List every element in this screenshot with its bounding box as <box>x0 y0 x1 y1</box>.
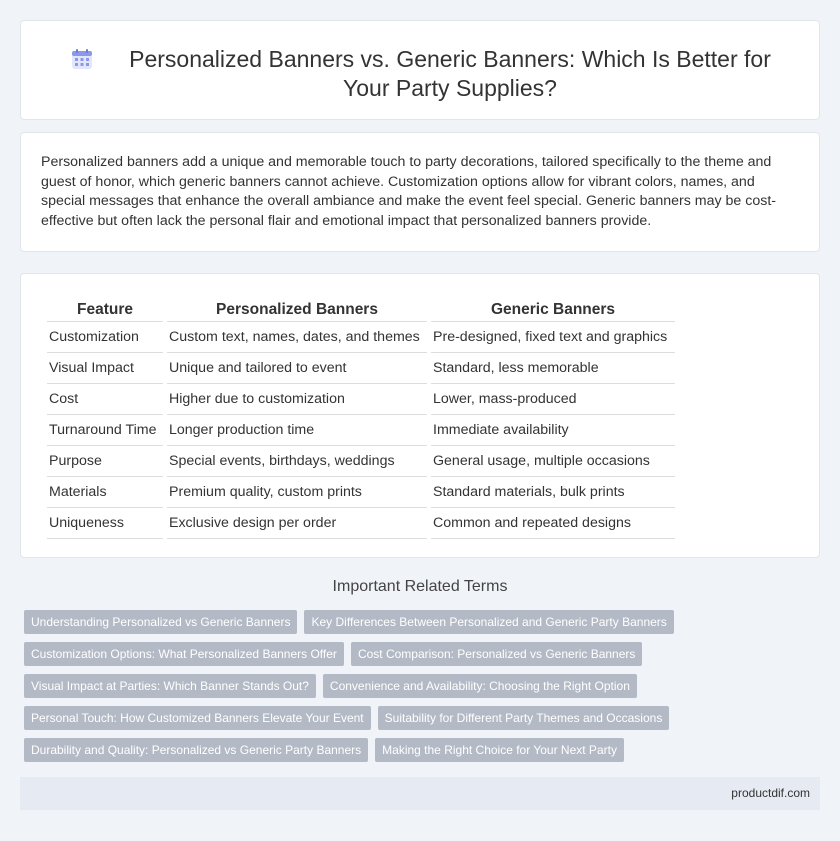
related-term-tag[interactable]: Understanding Personalized vs Generic Banners <box>24 610 297 634</box>
table-cell-feature: Materials <box>47 477 163 508</box>
table-cell-generic: Standard, less memorable <box>431 353 675 384</box>
related-term-tag[interactable]: Key Differences Between Personalized and Generic Party Banners <box>304 610 673 634</box>
table-cell-generic: Lower, mass-produced <box>431 384 675 415</box>
table-row <box>47 322 675 353</box>
table-row <box>47 353 675 384</box>
table-row <box>47 508 675 539</box>
table-cell-generic: General usage, multiple occasions <box>431 446 675 477</box>
tag-row <box>24 738 824 762</box>
table-cell-feature: Uniqueness <box>47 508 163 539</box>
related-term-tag[interactable]: Cost Comparison: Personalized vs Generic Banners <box>351 642 642 666</box>
table-cell-personalized: Longer production time <box>167 415 427 446</box>
tag-row <box>24 706 824 730</box>
comparison-card <box>20 273 820 558</box>
table-cell-personalized: Special events, birthdays, weddings <box>167 446 427 477</box>
tag-row <box>24 674 824 698</box>
table-cell-generic: Pre-designed, fixed text and graphics <box>431 322 675 353</box>
intro-paragraph: Personalized banners add a unique and memorable touch to party decorations, tailored specifically to the theme and guest of honor, which generic banners cannot achieve. Customization options allow for vibrant colors, names, and special messages that enhance the overall ambiance and make the event feel special. Generic banners may be cost-effective but often lack the personal flair and emotional impact that personalized banners provide. <box>41 154 777 229</box>
table-cell-generic: Standard materials, bulk prints <box>431 477 675 508</box>
column-header-personalized: Personalized Banners <box>167 294 427 322</box>
related-terms-list <box>24 610 824 770</box>
table-row <box>47 384 675 415</box>
table-cell-feature: Purpose <box>47 446 163 477</box>
related-term-tag[interactable]: Making the Right Choice for Your Next Party <box>375 738 624 762</box>
page-title: Personalized Banners vs. Generic Banners: Which Is Better for Your Party Supplies? <box>129 46 771 101</box>
tag-row <box>24 610 824 634</box>
table-cell-generic: Common and repeated designs <box>431 508 675 539</box>
table-cell-personalized: Premium quality, custom prints <box>167 477 427 508</box>
related-term-tag[interactable]: Customization Options: What Personalized Banners Offer <box>24 642 344 666</box>
table-cell-feature: Turnaround Time <box>47 415 163 446</box>
table-cell-generic: Immediate availability <box>431 415 675 446</box>
related-term-tag[interactable]: Suitability for Different Party Themes and Occasions <box>378 706 670 730</box>
table-cell-personalized: Custom text, names, dates, and themes <box>167 322 427 353</box>
related-term-tag[interactable]: Personal Touch: How Customized Banners Elevate Your Event <box>24 706 371 730</box>
related-term-tag[interactable]: Visual Impact at Parties: Which Banner Stands Out? <box>24 674 316 698</box>
header-card <box>20 20 820 120</box>
table-row <box>47 446 675 477</box>
table-cell-personalized: Higher due to customization <box>167 384 427 415</box>
related-terms-heading: Important Related Terms <box>332 578 508 595</box>
related-term-tag[interactable]: Durability and Quality: Personalized vs Generic Party Banners <box>24 738 368 762</box>
footer-site-link[interactable]: productdif.com <box>731 786 810 800</box>
intro-card <box>20 132 820 252</box>
table-cell-feature: Visual Impact <box>47 353 163 384</box>
column-header-generic: Generic Banners <box>431 294 675 322</box>
tag-row <box>24 642 824 666</box>
footer <box>20 777 820 810</box>
comparison-table <box>43 294 679 539</box>
table-row <box>47 477 675 508</box>
column-header-feature: Feature <box>47 294 163 322</box>
table-cell-feature: Customization <box>47 322 163 353</box>
table-cell-personalized: Unique and tailored to event <box>167 353 427 384</box>
table-cell-personalized: Exclusive design per order <box>167 508 427 539</box>
table-header-row <box>47 294 675 322</box>
table-cell-feature: Cost <box>47 384 163 415</box>
related-term-tag[interactable]: Convenience and Availability: Choosing the Right Option <box>323 674 637 698</box>
table-row <box>47 415 675 446</box>
